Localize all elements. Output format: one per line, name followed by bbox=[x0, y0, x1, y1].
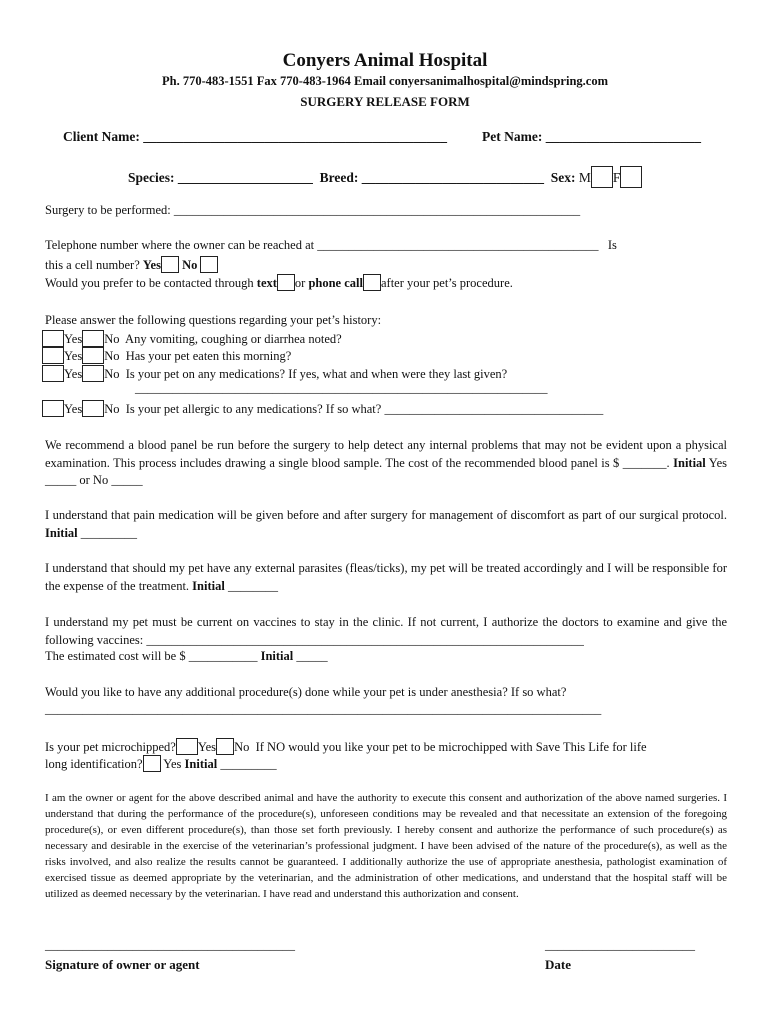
sex-f-checkbox[interactable] bbox=[620, 166, 642, 188]
q4-text: Is your pet allergic to any medications? If so what? bbox=[125, 402, 382, 416]
surgery-field[interactable]: _________________________________________________________________ bbox=[173, 203, 581, 217]
blood-panel-text: We recommend a blood panel be run before the surgery to help detect any internal problems that may not be evident upon a physical examination. This process includes drawing a single blood sample. The cost of the recommended blood panel is $ bbox=[45, 438, 727, 470]
cell-question: this a cell number? bbox=[45, 258, 140, 272]
microchip-row bbox=[45, 738, 647, 755]
q3-yes-checkbox[interactable] bbox=[42, 365, 64, 382]
cell-yes-label: Yes bbox=[142, 258, 161, 272]
text-checkbox[interactable] bbox=[277, 274, 295, 291]
pet-name-label: Pet Name: bbox=[482, 129, 543, 144]
vaccine-initial-label: Initial bbox=[260, 649, 294, 663]
history-q1-row bbox=[42, 330, 342, 347]
parasites-initial-label: Initial bbox=[192, 578, 225, 593]
q2-yes-checkbox[interactable] bbox=[42, 347, 64, 364]
breed-label: Breed: bbox=[319, 170, 359, 185]
q2-no-checkbox[interactable] bbox=[82, 347, 104, 364]
blood-cost-field[interactable]: _______. bbox=[622, 455, 670, 470]
sex-label: Sex: bbox=[550, 170, 576, 185]
phone-row bbox=[45, 238, 617, 253]
q2-text: Has your pet eaten this morning? bbox=[125, 349, 292, 363]
cell-no-label: No bbox=[182, 258, 198, 272]
parasites-text: I understand that should my pet have any external parasites (fleas/ticks), my pet will be treated accordingly and I will be responsible for the expense of the treatment. bbox=[45, 561, 727, 593]
microchip-initial-field[interactable]: _________ bbox=[220, 757, 277, 771]
cell-row bbox=[45, 256, 218, 273]
vaccine-cost-field[interactable]: ___________ bbox=[188, 649, 258, 663]
blood-no-label: or No bbox=[79, 473, 109, 487]
sex-f-label: F bbox=[612, 170, 621, 185]
sex-m-checkbox[interactable] bbox=[591, 166, 613, 188]
blood-yes-field[interactable]: _____ bbox=[45, 473, 77, 487]
consent-paragraph: I am the owner or agent for the above described animal and have the authority to execute this consent and authorization of the above named surgeries. I understand that during the performance of the procedure(s), unforeseen conditions may be revealed and that necessitate an extension of the foregoing procedure(s), or even different procedure(s), than those set forth previously. I hereby consent and authorize the performance of such procedure(s) as necessary and desirable in the exercise of the veterinarian’s professional judgment. I have been advised of the nature of the procedure(s), as well as the risks involved, and also realize the results cannot be guaranteed. I additionally authorize the use of appropriate anesthesia, pathologist examination of exercised tissue as deemed appropriate by the veterinarian, and the administration of other medications, and understand that the hospital staff will be utilized as deemed necessary by the veterinarian. I have read and understand this authorization and consent. bbox=[45, 792, 727, 900]
microchip-no-checkbox[interactable] bbox=[216, 738, 234, 755]
client-name-field[interactable]: _____________________________________________ bbox=[143, 129, 447, 144]
history-q2-row bbox=[42, 347, 291, 364]
vaccines-paragraph bbox=[45, 614, 727, 649]
vaccine-cost-row bbox=[45, 649, 328, 664]
q3-answer-field[interactable]: __________________________________________________________________ bbox=[135, 381, 548, 395]
additional-question: Would you like to have any additional procedure(s) done while your pet is under anesthesia? If so what? bbox=[45, 685, 567, 699]
q2-no-label: No bbox=[104, 349, 120, 363]
q1-no-checkbox[interactable] bbox=[82, 330, 104, 347]
q3-text: Is your pet on any medications? If yes, what and when were they last given? bbox=[125, 367, 508, 381]
cell-no-checkbox[interactable] bbox=[200, 256, 218, 273]
pain-initial-label: Initial bbox=[45, 525, 78, 540]
microchip-no-label: No bbox=[234, 740, 250, 754]
pet-name-row bbox=[482, 129, 701, 145]
parasites-paragraph bbox=[45, 560, 727, 595]
sex-m-label: M bbox=[578, 170, 591, 185]
microchip-id-row bbox=[45, 755, 277, 772]
species-label: Species: bbox=[128, 170, 175, 185]
microchip-id-yes-label: Yes bbox=[163, 757, 182, 771]
q3-no-label: No bbox=[104, 367, 120, 381]
or-label: or bbox=[294, 276, 306, 290]
surgery-row bbox=[45, 203, 580, 218]
vaccines-text: I understand my pet must be current on vaccines to stay in the clinic. If not current, I authorize the doctors to examine and give the following vaccines: bbox=[45, 615, 727, 647]
date-label: Date bbox=[545, 957, 571, 972]
blood-panel-paragraph bbox=[45, 437, 727, 490]
is-label: Is bbox=[607, 238, 617, 252]
microchip-id-checkbox[interactable] bbox=[143, 755, 161, 772]
hospital-title: Conyers Animal Hospital bbox=[282, 50, 488, 71]
history-q4-row bbox=[42, 400, 603, 417]
microchip-initial-label: Initial bbox=[184, 757, 218, 771]
q1-no-label: No bbox=[104, 332, 120, 346]
microchip-yes-checkbox[interactable] bbox=[176, 738, 198, 755]
q4-no-label: No bbox=[104, 402, 120, 416]
q4-yes-label: Yes bbox=[64, 402, 83, 416]
blood-initial-label: Initial bbox=[673, 455, 706, 470]
client-name-label: Client Name: bbox=[63, 129, 140, 144]
contact-pref-row bbox=[45, 274, 513, 291]
after-label: after your pet’s procedure. bbox=[380, 276, 513, 290]
text-label: text bbox=[256, 276, 277, 290]
q3-yes-label: Yes bbox=[64, 367, 83, 381]
q1-yes-checkbox[interactable] bbox=[42, 330, 64, 347]
phone-question: Telephone number where the owner can be reached at bbox=[45, 238, 315, 252]
phone-field[interactable]: _____________________________________________ bbox=[317, 238, 599, 252]
microchip-question: Is your pet microchipped? bbox=[45, 740, 176, 754]
q4-answer-field[interactable]: ___________________________________ bbox=[384, 402, 604, 416]
signature-label: Signature of owner or agent bbox=[45, 957, 200, 972]
history-intro: Please answer the following questions regarding your pet’s history: bbox=[45, 313, 382, 327]
q3-no-checkbox[interactable] bbox=[82, 365, 104, 382]
long-id-label: long identification? bbox=[45, 757, 143, 771]
cell-yes-checkbox[interactable] bbox=[161, 256, 179, 273]
form-title: SURGERY RELEASE FORM bbox=[300, 94, 470, 109]
client-name-row bbox=[63, 129, 447, 145]
pain-text: I understand that pain medication will be given before and after surgery for management of discomfort as part of our surgical protocol. bbox=[45, 508, 727, 522]
q1-yes-label: Yes bbox=[64, 332, 83, 346]
signature-line[interactable]: ________________________________________ bbox=[45, 938, 295, 952]
contact-line: Ph. 770-483-1551 Fax 770-483-1964 Email conyersanimalhospital@mindspring.com bbox=[161, 74, 608, 88]
microchip-yes-label: Yes bbox=[197, 740, 217, 754]
vaccine-initial-field[interactable]: _____ bbox=[296, 649, 328, 663]
pain-paragraph bbox=[45, 507, 727, 542]
vaccine-cost-label: The estimated cost will be $ bbox=[45, 649, 186, 663]
vaccines-field[interactable]: ______________________________________________________________________ bbox=[146, 632, 584, 647]
parasites-initial-field[interactable]: ________ bbox=[227, 578, 278, 593]
q2-yes-label: Yes bbox=[64, 349, 83, 363]
blood-yes-label: Yes bbox=[708, 455, 727, 470]
q1-text: Any vomiting, coughing or diarrhea noted? bbox=[125, 332, 342, 346]
date-line[interactable]: ________________________ bbox=[545, 938, 695, 952]
pet-name-field[interactable]: _______________________ bbox=[545, 129, 701, 144]
q4-yes-checkbox[interactable] bbox=[42, 400, 64, 417]
species-row bbox=[128, 166, 642, 188]
additional-field[interactable]: _________________________________________________________________________________________ bbox=[45, 702, 602, 716]
phone-call-label: phone call bbox=[308, 276, 363, 290]
surgery-label: Surgery to be performed: bbox=[45, 203, 171, 217]
pain-initial-field[interactable]: _________ bbox=[80, 525, 138, 540]
q4-no-checkbox[interactable] bbox=[82, 400, 104, 417]
breed-field[interactable]: ___________________________ bbox=[361, 170, 544, 185]
microchip-offer-text: If NO would you like your pet to be microchipped with Save This Life for life bbox=[255, 740, 647, 754]
species-field[interactable]: ____________________ bbox=[177, 170, 313, 185]
prefer-label: Would you prefer to be contacted through bbox=[45, 276, 254, 290]
history-q3-row bbox=[42, 365, 507, 382]
blood-no-field[interactable]: _____ bbox=[111, 473, 143, 487]
phone-call-checkbox[interactable] bbox=[363, 274, 381, 291]
